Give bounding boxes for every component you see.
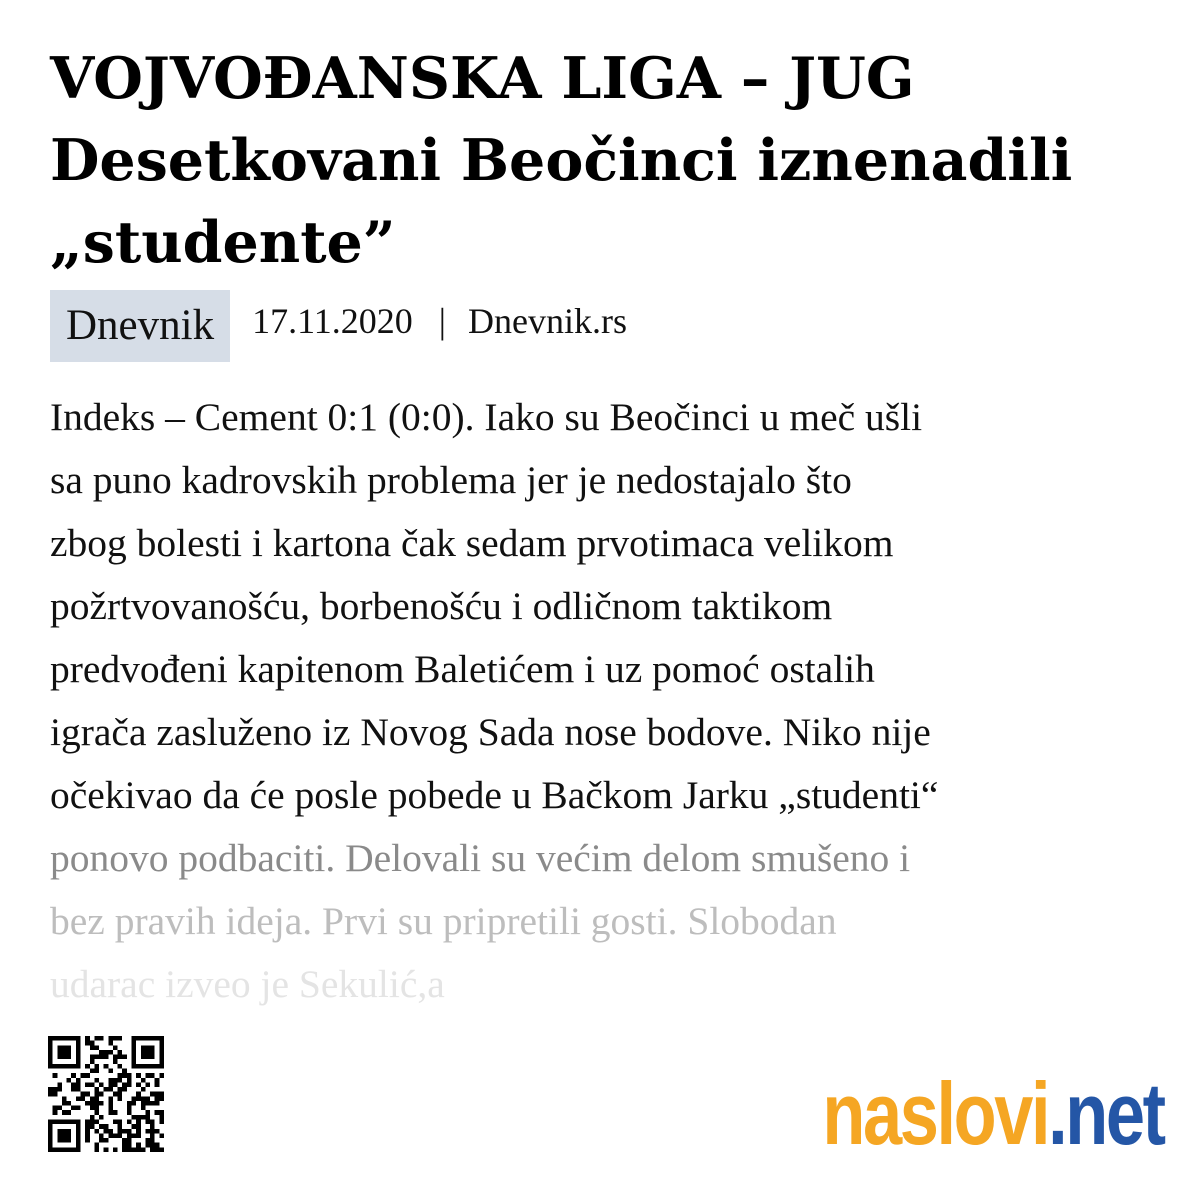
body-line: požrtvovanošću, borbenošću i odličnom taktikom	[50, 584, 833, 628]
article-headline	[50, 38, 1160, 284]
body-line: udarac izveo je Sekulić,a	[50, 962, 445, 1006]
article-body	[50, 386, 1170, 1016]
body-line: ponovo podbaciti. Delovali su većim delom smušeno i	[50, 836, 911, 880]
source-badge[interactable]: Dnevnik	[50, 290, 230, 362]
article-meta	[50, 290, 627, 362]
body-line: očekivao da će posle pobede u Bačkom Jarku „studenti“	[50, 773, 939, 817]
source-site[interactable]: Dnevnik.rs	[467, 301, 627, 341]
logo-text-net: .net	[1048, 1064, 1164, 1163]
headline-line: Desetkovani Beočinci iznenadili	[50, 127, 1073, 194]
body-line: sa puno kadrovskih problema jer je nedostajalo što	[50, 458, 852, 502]
publish-date: 17.11.2020	[252, 301, 413, 341]
headline-line: VOJVOĐANSKA LIGA – JUG	[50, 45, 915, 112]
body-line: igrača zasluženo iz Novog Sada nose bodove. Niko nije	[50, 710, 931, 754]
body-line: bez pravih ideja. Prvi su pripretili gosti. Slobodan	[50, 899, 837, 943]
naslovi-net-logo[interactable]	[823, 1064, 1164, 1164]
body-line: predvođeni kapitenom Baletićem i uz pomoć ostalih	[50, 647, 875, 691]
qr-code-icon	[48, 1036, 164, 1152]
body-line: zbog bolesti i kartona čak sedam prvotimaca velikom	[50, 521, 894, 565]
body-line: Indeks – Cement 0:1 (0:0). Iako su Beočinci u meč ušli	[50, 395, 923, 439]
logo-text-naslovi: naslovi	[822, 1064, 1049, 1163]
meta-text	[252, 300, 627, 342]
meta-separator: |	[438, 301, 446, 341]
headline-line: „studente”	[50, 209, 396, 276]
